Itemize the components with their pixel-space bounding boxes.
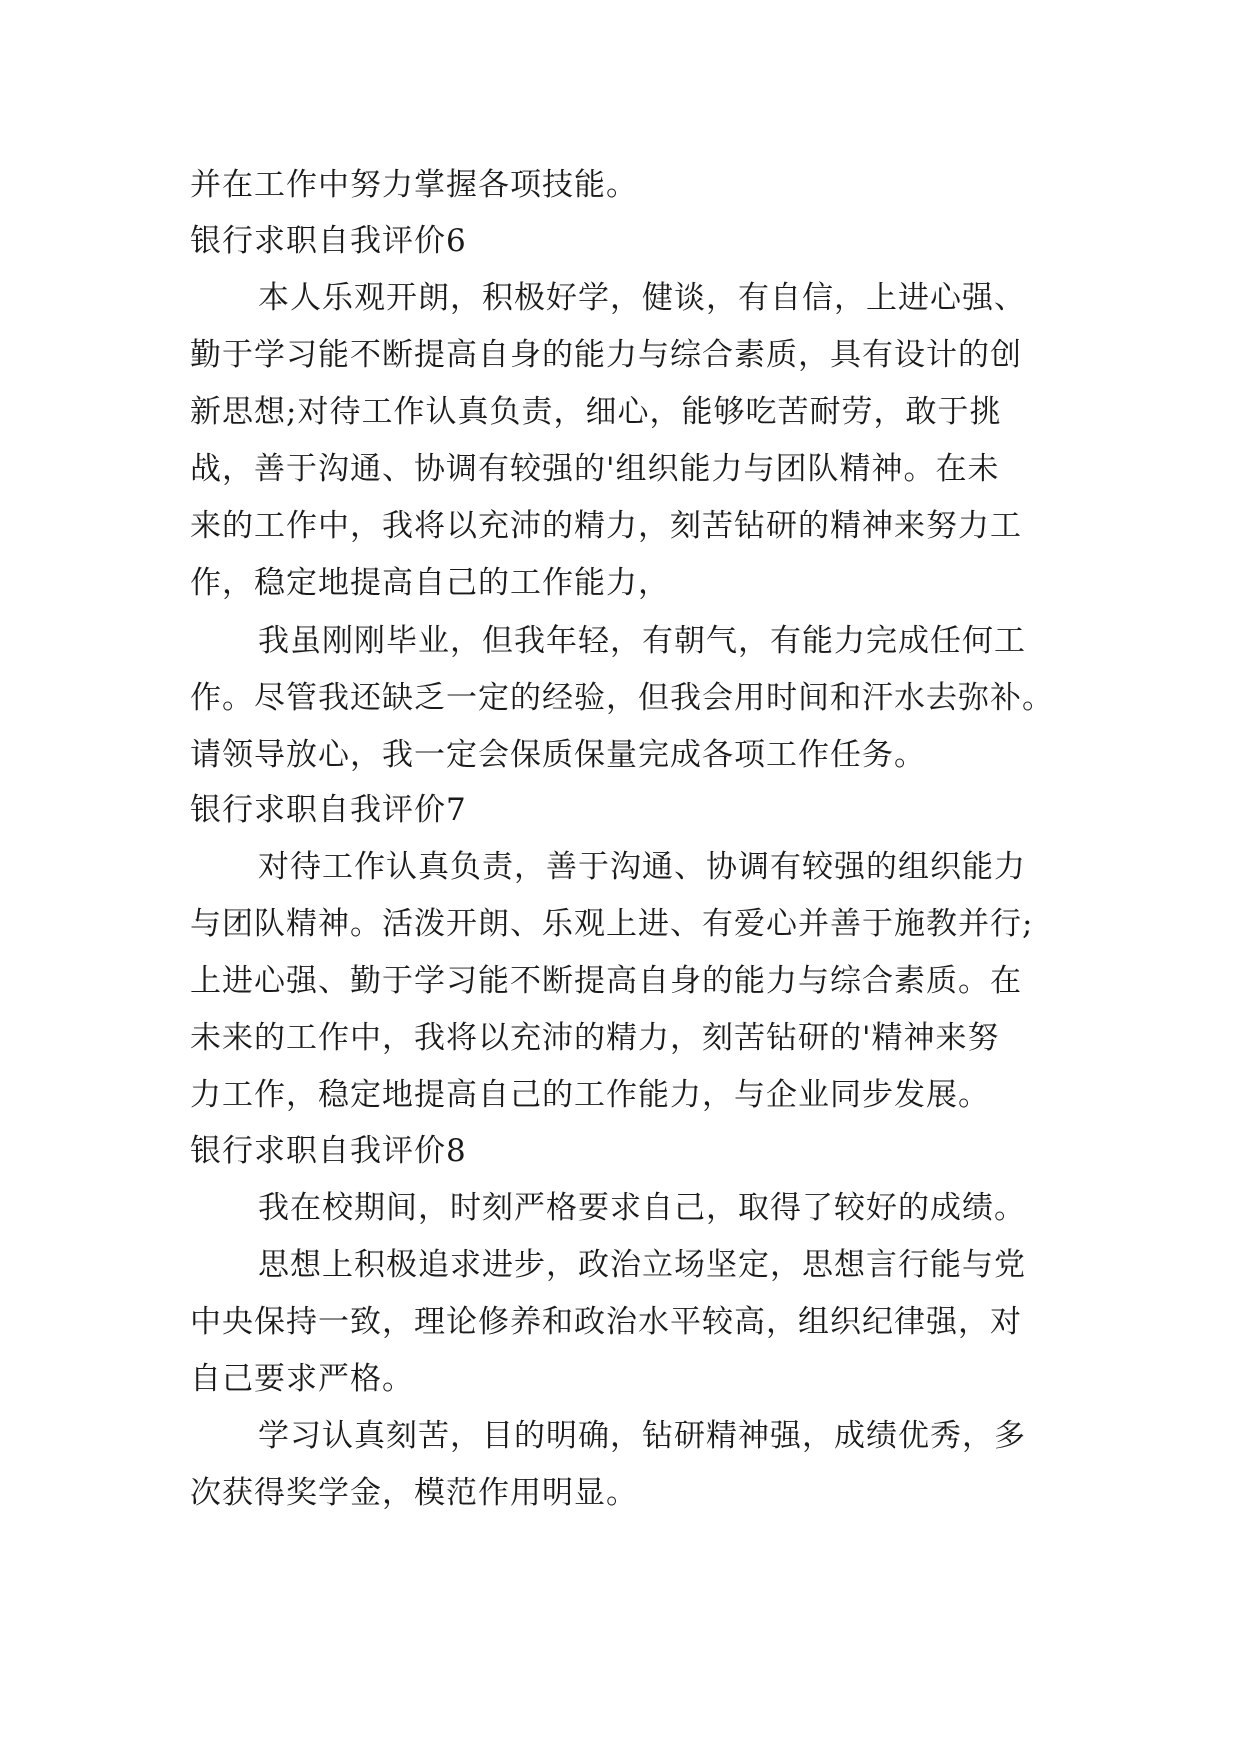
paragraph-line: 自己要求严格。: [190, 1361, 414, 1397]
paragraph-line: 作，稳定地提高自己的工作能力，: [190, 565, 670, 601]
paragraph-line: 新思想;对待工作认真负责，细心，能够吃苦耐劳，敢于挑: [190, 394, 1002, 430]
section-heading: 银行求职自我评价6: [190, 223, 467, 259]
paragraph-line: 上进心强、勤于学习能不断提高自身的能力与综合素质。在: [190, 963, 1022, 999]
paragraph-line: 未来的工作中，我将以充沛的精力，刻苦钻研的'精神来努: [190, 1020, 1000, 1056]
paragraph-line: 勤于学习能不断提高自身的能力与综合素质，具有设计的创: [190, 337, 1022, 373]
paragraph-line: 请领导放心，我一定会保质保量完成各项工作任务。: [190, 737, 926, 773]
paragraph-line: 我在校期间，时刻严格要求自己，取得了较好的成绩。: [258, 1190, 1026, 1226]
paragraph-line: 学习认真刻苦，目的明确，钻研精神强，成绩优秀，多: [258, 1418, 1026, 1454]
paragraph-line: 本人乐观开朗，积极好学，健谈，有自信，上进心强、: [258, 280, 1026, 316]
paragraph-line: 次获得奖学金，模范作用明显。: [190, 1475, 638, 1511]
paragraph-line: 来的工作中，我将以充沛的精力，刻苦钻研的精神来努力工: [190, 508, 1022, 544]
section-heading: 银行求职自我评价8: [190, 1133, 467, 1169]
paragraph-line: 中央保持一致，理论修养和政治水平较高，组织纪律强，对: [190, 1304, 1022, 1340]
paragraph-line: 战，善于沟通、协调有较强的'组织能力与团队精神。在未: [190, 451, 1000, 487]
paragraph-line: 对待工作认真负责，善于沟通、协调有较强的组织能力: [258, 849, 1026, 885]
paragraph-line: 思想上积极追求进步，政治立场坚定，思想言行能与党: [258, 1247, 1026, 1283]
paragraph-line: 我虽刚刚毕业，但我年轻，有朝气，有能力完成任何工: [258, 623, 1026, 659]
section-heading: 银行求职自我评价7: [190, 792, 467, 828]
paragraph-line: 并在工作中努力掌握各项技能。: [190, 167, 638, 203]
paragraph-line: 力工作，稳定地提高自己的工作能力，与企业同步发展。: [190, 1077, 990, 1113]
paragraph-line: 与团队精神。活泼开朗、乐观上进、有爱心并善于施教并行;: [190, 906, 1034, 942]
paragraph-line: 作。尽管我还缺乏一定的经验，但我会用时间和汗水去弥补。: [190, 680, 1054, 716]
